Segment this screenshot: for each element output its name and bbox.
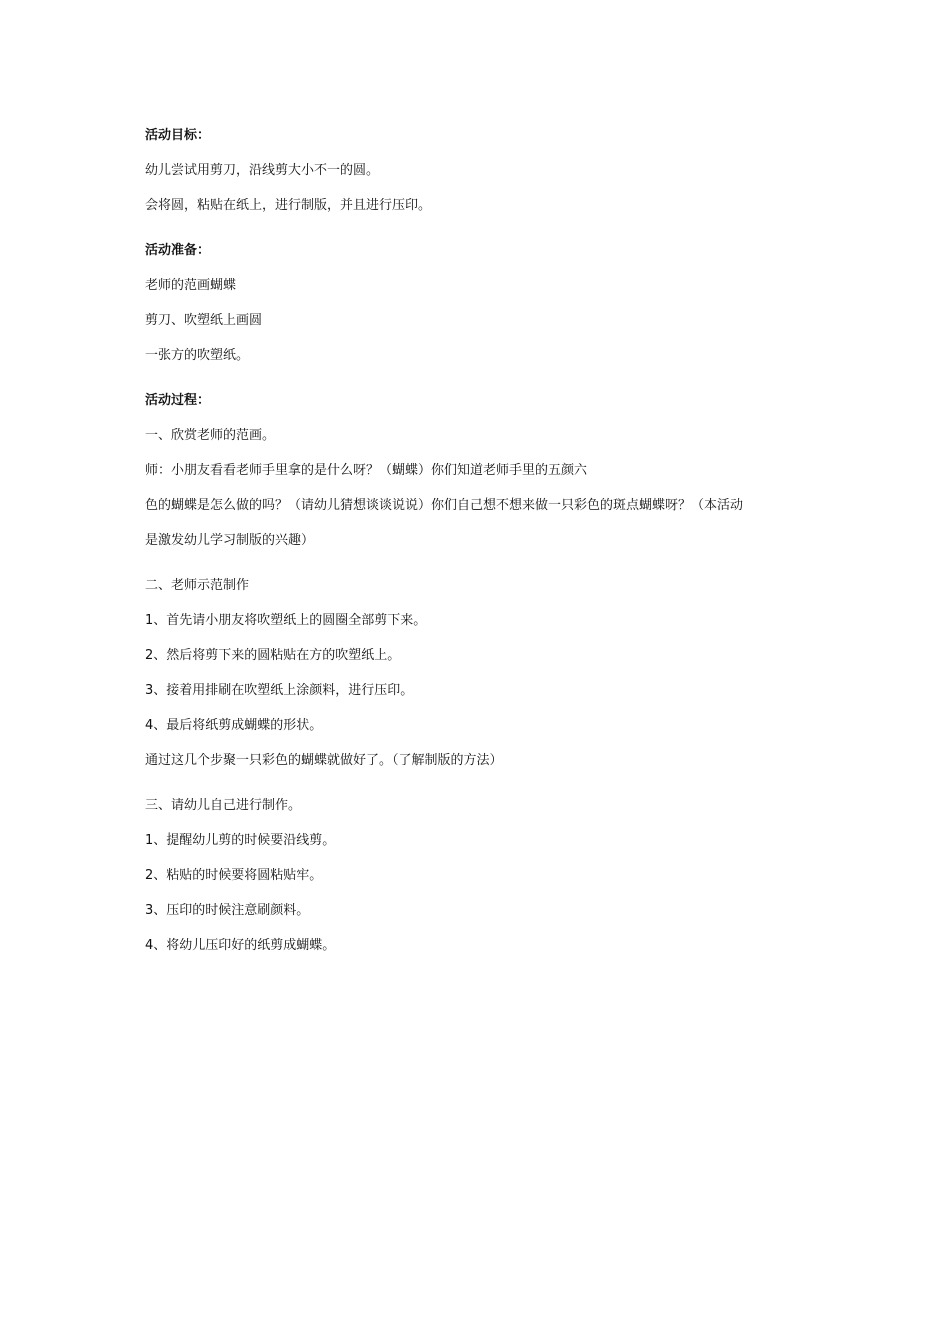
process-step1-line-2: 色的蝴蝶是怎么做的吗？（请幼儿猜想谈谈说说）你们自己想不想来做一只彩色的斑点蝴蝶呀？（本活动 <box>145 498 744 513</box>
process-step1-title: 一、欣赏老师的范画。 <box>145 428 276 443</box>
section-process <box>145 391 825 551</box>
demo-line-1: 1、首先请小朋友将吹塑纸上的圆圈全部剪下来。 <box>145 613 427 628</box>
section-goals <box>145 126 825 216</box>
demo-line-4: 4、最后将纸剪成蝴蝶的形状。 <box>145 718 323 733</box>
goals-heading: 活动目标： <box>145 128 211 143</box>
goals-line-1: 幼儿尝试用剪刀，沿线剪大小不一的圆。 <box>145 163 380 178</box>
practice-title: 三、请幼儿自己进行制作。 <box>145 798 302 813</box>
section-practice <box>145 796 825 956</box>
practice-line-2: 2、粘贴的时候要将圆粘贴牢。 <box>145 868 323 883</box>
demo-title: 二、老师示范制作 <box>145 578 250 593</box>
preparation-heading: 活动准备： <box>145 243 211 258</box>
practice-line-4: 4、将幼儿压印好的纸剪成蝴蝶。 <box>145 938 336 953</box>
preparation-line-2: 剪刀、吹塑纸上画圆 <box>145 313 263 328</box>
goals-line-2: 会将圆，粘贴在纸上，进行制版，并且进行压印。 <box>145 198 432 213</box>
preparation-line-1: 老师的范画蝴蝶 <box>145 278 237 293</box>
document-body <box>145 126 825 956</box>
process-step1-line-3: 是激发幼儿学习制版的兴趣） <box>145 533 315 548</box>
demo-line-3: 3、接着用排刷在吹塑纸上涂颜料，进行压印。 <box>145 683 414 698</box>
practice-line-3: 3、压印的时候注意刷颜料。 <box>145 903 310 918</box>
demo-line-5: 通过这几个步聚一只彩色的蝴蝶就做好了。（了解制版的方法） <box>145 753 503 768</box>
preparation-line-3: 一张方的吹塑纸。 <box>145 348 250 363</box>
section-demo <box>145 576 825 771</box>
practice-line-1: 1、提醒幼儿剪的时候要沿线剪。 <box>145 833 336 848</box>
section-preparation <box>145 241 825 366</box>
process-heading: 活动过程： <box>145 393 211 408</box>
demo-line-2: 2、然后将剪下来的圆粘贴在方的吹塑纸上。 <box>145 648 401 663</box>
process-step1-line-1: 师：小朋友看看老师手里拿的是什么呀？（蝴蝶）你们知道老师手里的五颜六 <box>145 463 588 478</box>
